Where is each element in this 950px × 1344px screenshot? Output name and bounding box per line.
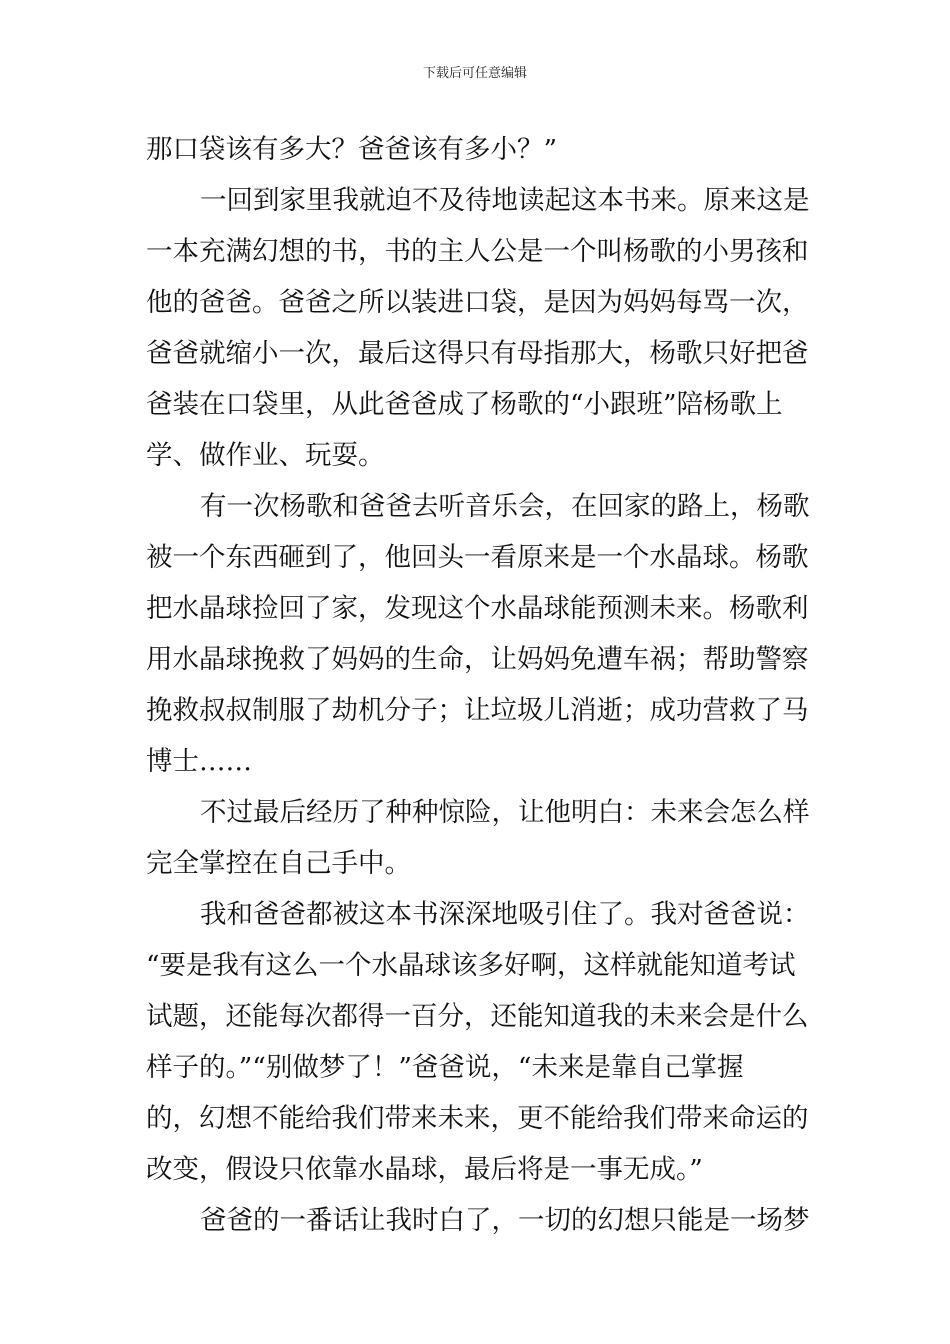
text-line: 有一次杨歌和爸爸去听音乐会，在回家的路上，杨歌	[200, 491, 810, 522]
text-line: 一回到家里我就迫不及待地读起这本书来。原来这是	[200, 185, 810, 216]
page-header: 下载后可任意编辑	[422, 66, 527, 81]
text-line: 改变，假设只依靠水晶球，最后将是一事无成。”	[146, 1154, 703, 1185]
text-line: 那口袋该有多大？爸爸该有多小？”	[146, 134, 558, 165]
text-line: 挽救叔叔制服了劫机分子；让垃圾儿消逝；成功营救了马	[146, 695, 809, 726]
text-line: 样子的。”“别做梦了！”爸爸说，“未来是靠自己掌握	[146, 1052, 744, 1083]
text-line: 被一个东西砸到了，他回头一看原来是一个水晶球。杨歌	[146, 542, 809, 573]
text-line: “要是我有这么一个水晶球该多好啊，这样就能知道考试	[146, 950, 796, 981]
text-line: 一本充满幻想的书，书的主人公是一个叫杨歌的小男孩和	[146, 236, 809, 267]
text-line: 的，幻想不能给我们带来未来，更不能给我们带来命运的	[146, 1103, 809, 1134]
text-line: 爸爸就缩小一次，最后这得只有母指那大，杨歌只好把爸	[146, 338, 809, 369]
text-line: 完全掌控在自己手中。	[146, 848, 411, 879]
text-line: 用水晶球挽救了妈妈的生命，让妈妈免遭车祸；帮助警察	[146, 644, 809, 675]
text-line: 把水晶球捡回了家，发现这个水晶球能预测未来。杨歌利	[146, 593, 809, 624]
text-line: 我和爸爸都被这本书深深地吸引住了。我对爸爸说：	[200, 899, 810, 930]
text-line: 试题，还能每次都得一百分，还能知道我的未来会是什么	[146, 1001, 809, 1032]
text-line: 不过最后经历了种种惊险，让他明白：未来会怎么样	[200, 797, 810, 828]
text-line: 爸装在口袋里，从此爸爸成了杨歌的“小跟班”陪杨歌上	[146, 389, 783, 420]
text-line: 学、做作业、玩耍。	[146, 440, 385, 471]
text-line: 博士……	[146, 746, 252, 777]
text-line: 他的爸爸。爸爸之所以装进口袋，是因为妈妈每骂一次，	[146, 287, 809, 318]
document-body	[146, 124, 810, 1246]
text-line: 爸爸的一番话让我时白了，一切的幻想只能是一场梦	[200, 1205, 810, 1236]
